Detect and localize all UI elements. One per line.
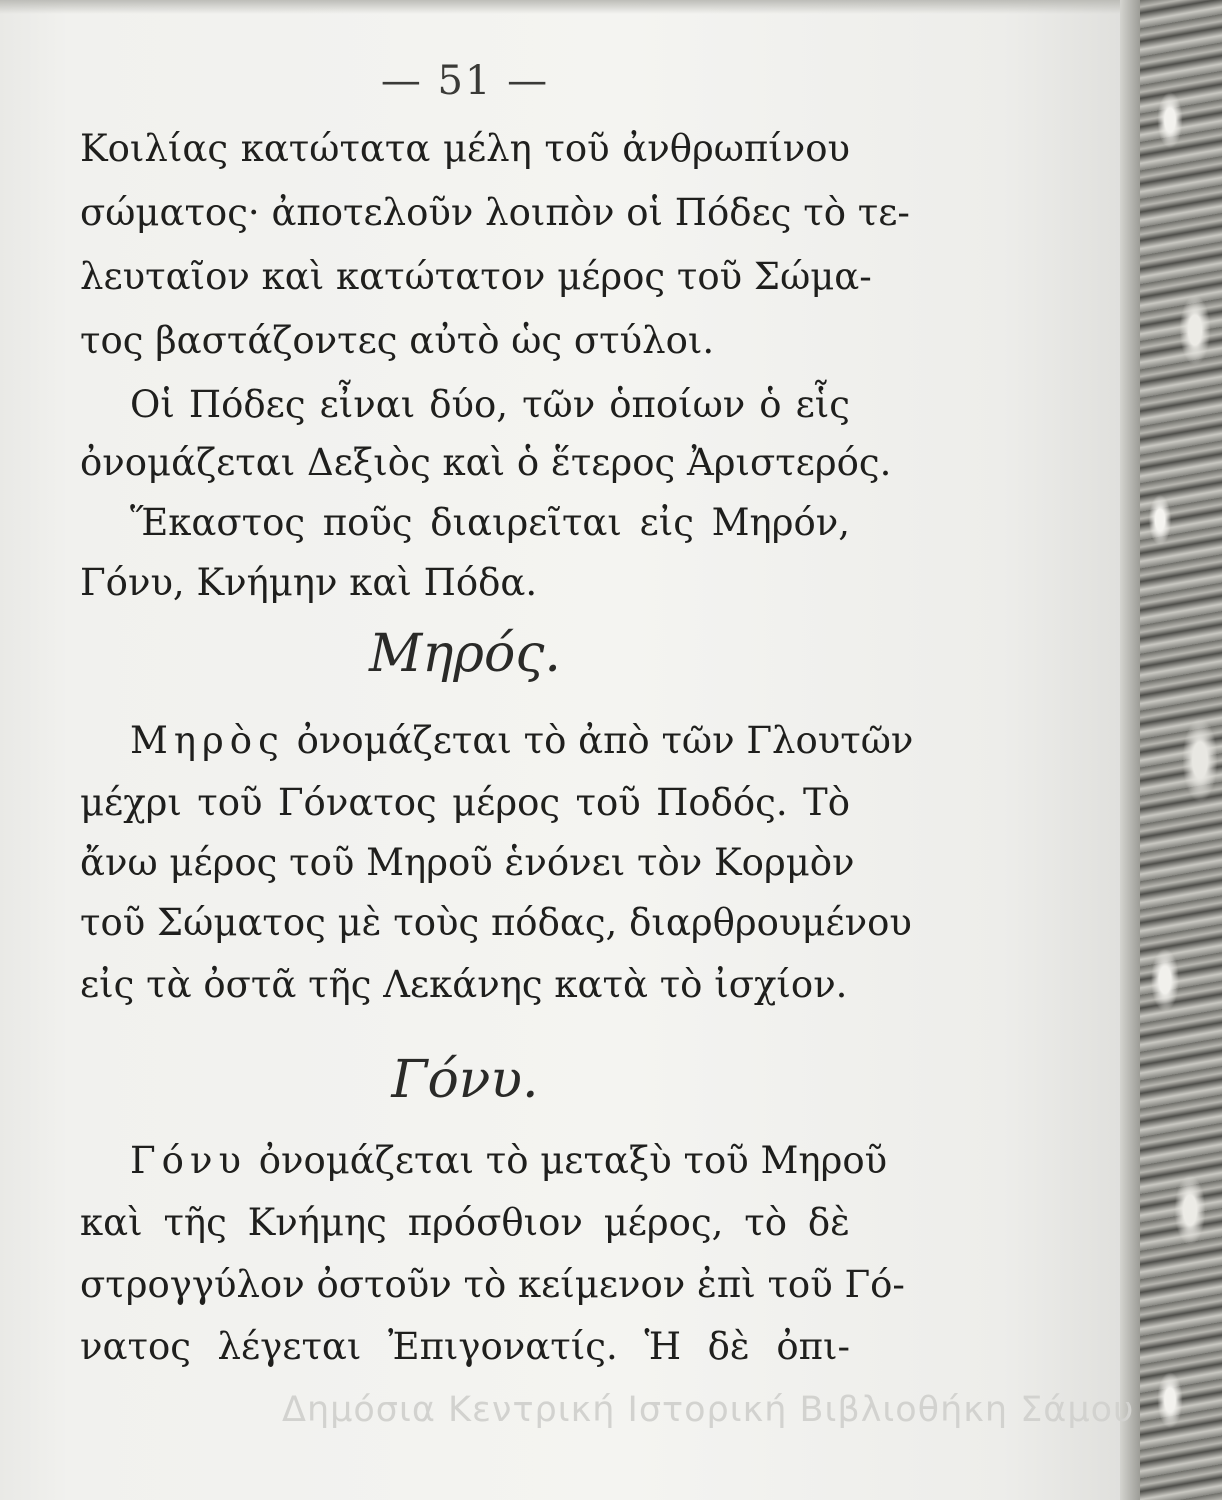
text-line: λευταῖον καὶ κατώτατον μέρος τοῦ Σώμα- [80, 255, 872, 298]
text-line: εἰς τὰ ὀστᾶ τῆς Λεκάνης κατὰ τὸ ἰσχίον. [80, 963, 848, 1006]
section-heading: Μηρός. [369, 624, 561, 684]
text-line [80, 718, 914, 764]
text-line: Κοιλίας κατώτατα μέλη τοῦ ἀνθρωπίνου [80, 127, 850, 170]
section-lead-word: Μηρὸς [130, 719, 285, 762]
library-watermark: Δημόσια Κεντρική Ιστορική Βιβλιοθήκη Σάμου [282, 1390, 1135, 1430]
section-lead-word: Γόνυ [130, 1139, 247, 1182]
text-line: τος βαστάζοντες αὐτὸ ὡς στύλοι. [80, 319, 715, 362]
section-heading: Γόνυ. [391, 1050, 539, 1110]
text-span: ὀνομάζεται τὸ μεταξὺ τοῦ Μηροῦ [258, 1139, 888, 1182]
text-line: Οἱ Πόδες εἶναι δύο, τῶν ὁποίων ὁ εἷς [130, 383, 850, 426]
text-line: τοῦ Σώματος μὲ τοὺς πόδας, διαρθρουμένου [80, 901, 912, 944]
text-line: νατος λέγεται Ἐπιγονατίς. Ἡ δὲ ὀπι- [80, 1325, 850, 1368]
text-line: ἄνω μέρος τοῦ Μηροῦ ἑνόνει τὸν Κορμὸν [80, 841, 855, 884]
marbled-cover-edge [1140, 0, 1222, 1500]
text-line [80, 1138, 888, 1184]
text-line: μέχρι τοῦ Γόνατος μέρος τοῦ Ποδός. Τὸ [80, 781, 850, 824]
text-span: ὀνομάζεται τὸ ἀπὸ τῶν Γλουτῶν [296, 719, 914, 762]
text-line: στρογγύλον ὀστοῦν τὸ κείμενον ἐπὶ τοῦ Γό- [80, 1263, 905, 1306]
page-number: — 51 — [380, 58, 550, 104]
text-line: ὀνομάζεται Δεξιὸς καὶ ὁ ἕτερος Ἀριστερός. [80, 441, 892, 484]
text-line: Γόνυ, Κνήμην καὶ Πόδα. [80, 561, 538, 604]
text-line: Ἕκαστος ποῦς διαιρεῖται εἰς Μηρόν, [130, 501, 850, 544]
page-top-shadow [0, 0, 1140, 14]
page-gutter-shadow [1120, 0, 1140, 1500]
text-line: καὶ τῆς Κνήμης πρόσθιον μέρος, τὸ δὲ [80, 1201, 850, 1244]
text-line: σώματος· ἀποτελοῦν λοιπὸν οἱ Πόδες τὸ τε- [80, 191, 910, 234]
